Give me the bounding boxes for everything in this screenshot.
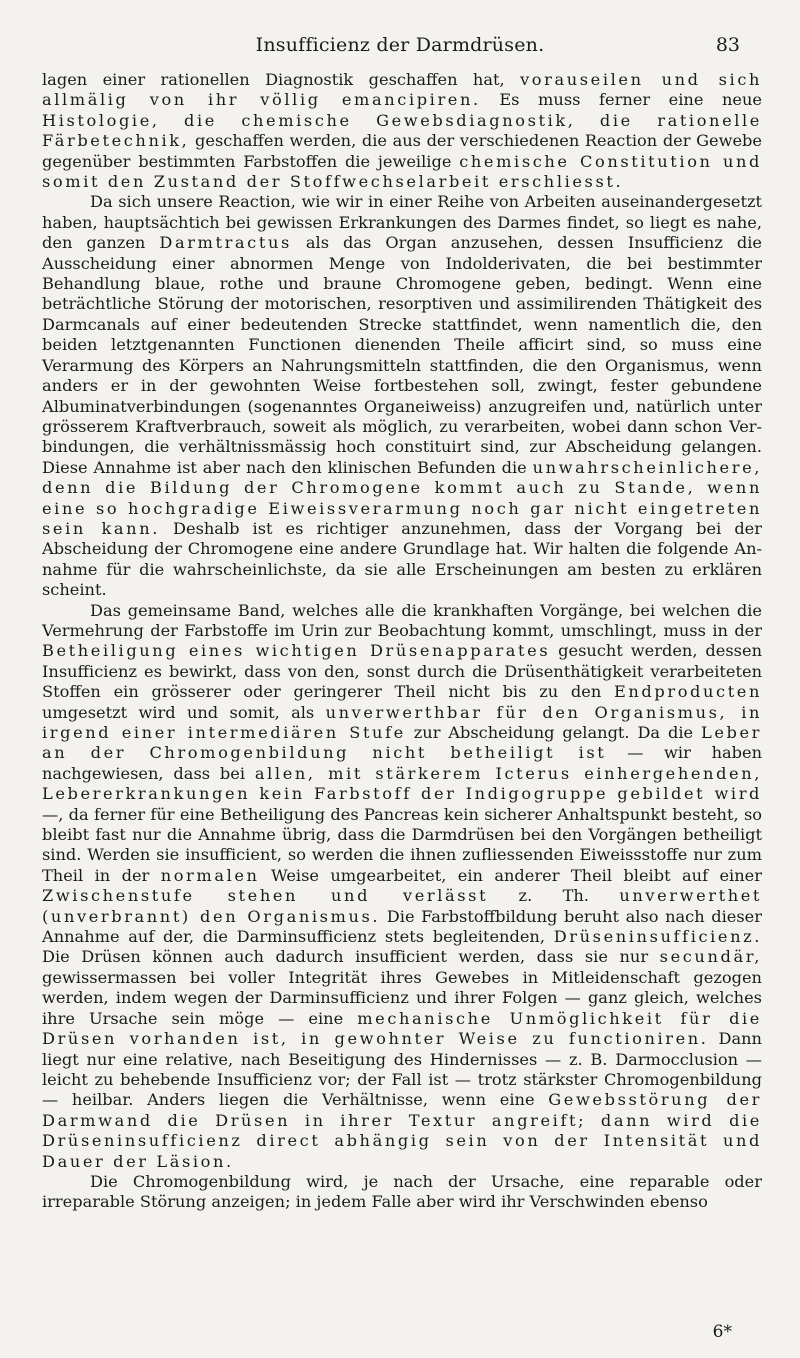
emphasized-text: mechanische Unmöglichkeit für die Drüsen vorhanden ist, in gewohnter Weise zu functioniren.: [42, 1008, 762, 1049]
emphasized-text: Leber an der Chromogenbildung nicht betheiligt ist: [42, 723, 762, 763]
emphasized-text: Darmtractus: [159, 233, 292, 253]
emphasized-text: Drüseninsufficienz.: [553, 927, 762, 947]
text-run: zur Abscheidung gelangt. Da die: [405, 723, 701, 742]
emphasized-text: Gewebsstörung der Darmwand die Drüsen in ihrer Textur angreift; dann wird die Drüseninsufficienz direct abhängig sein von der Intensität und Dauer der Läsion.: [42, 1090, 762, 1171]
text-run: —, da ferner für eine Betheiligung des Pancreas kein sicherer Anhaltspunkt besteht, so bleibt fast nur die Annahme übrig, dass die Darmdrüsen bei den Vorgängen betheiligt sind. Werden sie insufficient, so werden die ihnen zufliessenden Eiweissstoffe nur zum Theil in der: [42, 804, 762, 885]
emphasized-text: unverwerthet (unverbrannt) den Organismus.: [42, 886, 763, 926]
text-run: Das gemeinsame Band, welches alle die krankhaften Vorgänge, bei welchen die Vermehrung der Farbstoffe im Urin zur Beobachtung kommt, umschlingt, muss in der: [42, 600, 762, 640]
body-text: [42, 70, 762, 1213]
text-run: Die Drüsen können auch dadurch insufficient werden, dass sie nur: [42, 947, 660, 967]
text-run: als das Organ anzusehen, dessen Insufficienz die Ausscheidung einer abnormen Menge von Indolderivaten, die bei bestimmter Behandlung blaue, rothe und braune Chromogene geben, bedingt. Wenn eine beträchtliche Störung der motorischen, resorptiven und assimilirenden Thätigkeit des Darmcanals auf einer bedeutenden Strecke stattfindet, wenn namentlich die, den beiden letztgenannten Functionen dienenden Theile afficirt sind, so muss eine Verarmung des Körpers an Nahrungsmitteln stattfinden, die den Organismus, wenn anders er in der gewohnten Weise fortbestehen soll, zwingt, fester gebundene Albuminatverbindungen (sogenanntes Organeiweiss) anzugreifen und, natürlich unter grösserem Kraftverbrauch, soweit als möglich, zu verarbeiten, wobei dann schon Verbindungen, die verhältnissmässig hoch constituirt sind, zur Abscheidung gelangen. Diese Annahme ist aber nach den klinischen Befunden die: [42, 233, 762, 477]
text-run: lagen einer rationellen Diagnostik geschaffen hat,: [42, 70, 521, 89]
emphasized-text: Endproducten: [613, 682, 762, 702]
page-number: 83: [715, 34, 740, 56]
paragraph: [42, 192, 762, 600]
emphasized-text: normalen: [160, 865, 260, 885]
text-run: z. Th.: [488, 886, 620, 906]
text-run: gewissermassen bei voller Integrität ihres Gewebes in Mitleidenschaft gezogen werden, indem wegen der Darminsufficienz und ihrer Folgen — ganz gleich, welches ihre Ursache sein möge — eine: [42, 967, 762, 1028]
running-header: [0, 34, 800, 60]
text-run: Es muss ferner eine neue: [480, 90, 762, 110]
text-run: umgesetzt wird und somit, als: [42, 702, 326, 722]
text-run: Dann liegt nur eine relative, nach Beseitigung des Hindernisses — z. B. Darmocclusion — leicht zu behebende Insufficienz vor; der Fall ist — trotz stärkster Chromogenbildung — heilbar. Anders liegen die Verhältnisse, wenn eine: [42, 1029, 762, 1110]
emphasized-text: secundär,: [659, 947, 762, 967]
emphasized-text: unwahrscheinlichere, denn die Bildung der Chromogene kommt auch zu Stande, wenn eine so hochgradige Eiweissverarmung noch gar nicht eingetreten sein kann.: [42, 457, 762, 538]
emphasized-text: Zwischenstufe stehen und verlässt: [42, 886, 489, 906]
paragraph: [42, 1172, 762, 1213]
paragraph: [42, 70, 762, 192]
text-run: — wir haben nachgewiesen, dass bei: [42, 743, 763, 783]
emphasized-text: unverwerthbar für den Organismus, in irgend einer intermediären Stufe: [42, 702, 762, 742]
text-run: Die Chromogenbildung wird, je nach der Ursache, eine reparable oder irreparable Störung anzeigen; in jedem Falle aber wird ihr Verschwinden ebenso: [42, 1171, 762, 1212]
emphasized-text: vorauseilen und sich allmälig von ihr völlig emancipiren.: [42, 70, 763, 110]
text-run: Die Farbstoffbildung beruht also nach dieser Annahme auf der, die Darminsufficienz stets begleitenden,: [42, 906, 762, 947]
emphasized-text: allen, mit stärkerem Icterus einhergehenden, Lebererkrankungen kein Farbstoff der Indigogruppe gebildet wird: [42, 763, 762, 804]
emphasized-text: Histologie, die chemische Gewebsdiagnostik, die rationelle Färbetechnik,: [42, 110, 762, 151]
paragraph: [42, 601, 762, 1172]
text-run: Deshalb ist es richtiger anzunehmen, dass der Vorgang bei der Abscheidung der Chromogene eine andere Grundlage hat. Wir halten die folgende Annahme für die wahrscheinlichste, da sie alle Erscheinungen am besten zu erklären scheint.: [42, 518, 762, 600]
text-run: gesucht werden, dessen Insufficienz es bewirkt, dass von den, sonst durch die Drüsenthätigkeit verarbeiteten Stoffen ein grösserer oder geringerer Theil nicht bis zu den: [42, 641, 762, 702]
text-run: Da sich unsere Reaction, wie wir in einer Reihe von Arbeiten auseinandergesetzt haben, hauptsächtich bei gewissen Erkrankungen des Darmes findet, so liegt es nahe, den ganzen: [42, 192, 762, 253]
emphasized-text: chemische Constitution und somit den Zustand der Stoffwechselarbeit erschliesst.: [42, 151, 762, 192]
signature-mark: 6*: [712, 1322, 732, 1342]
running-title: Insufficienz der Darmdrüsen.: [255, 34, 545, 56]
text-run: geschaffen werden, die aus der verschiedenen Reaction der Gewebe gegenüber bestimmten Farbstoffen die jeweilige: [42, 131, 762, 171]
text-run: Weise umgearbeitet, ein anderer Theil bleibt auf einer: [259, 865, 762, 885]
emphasized-text: Betheiligung eines wichtigen Drüsenapparates: [42, 641, 551, 661]
